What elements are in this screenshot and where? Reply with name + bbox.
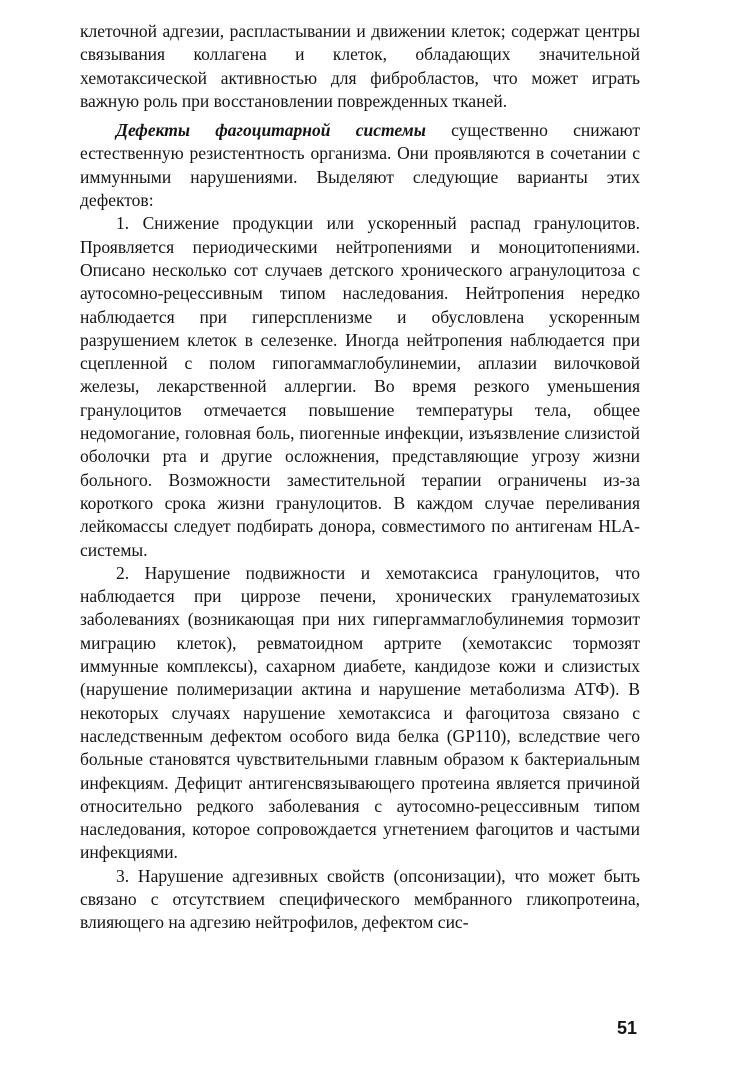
paragraph-text: 3. Нарушение адгезивных свойств (опсонизации), что может быть связано с отсутствием специфического мембранного гликопротеина, влияющего на адгезию нейтрофилов, дефектом сис- [80, 865, 640, 933]
paragraph-continuation [80, 20, 640, 113]
paragraph-text: 2. Нарушение подвижности и хемотаксиса гранулоцитов, что наблюдается при циррозе печени, хронических гранулематозиых заболеваниях (возникающая при них гипергаммаглобулинемия тормозит миграцию клеток), ревматоидном артрите (хемотаксис тормозят иммунные комплексы), сахарном диабете, кандидозе кожи и слизистых (нарушение полимеризации актина и нарушение метаболизма АТФ). В некоторых случаях нарушение хемотаксиса и фагоцитоза связано с наследственным дефектом особого вида белка (GP110), вследствие чего больные становятся чувствительными главным образом к бактериальным инфекциям. Дефицит антигенсвязывающего протеина является причиной относительно редкого заболевания с аутосомно-рецессивным типом наследования, которое сопровождается угнетением фагоцитов и частыми инфекциями. [80, 562, 640, 863]
paragraph-text: существенно снижают естественную резистентность организма. Они проявляются в сочетании с иммунными нарушениями. Выделяют следующие варианты этих дефектов: [80, 120, 640, 211]
list-item-3 [80, 865, 640, 935]
page-number: 51 [616, 1018, 637, 1038]
page-text-block [80, 20, 640, 935]
emphasized-term: Дефекты фагоцитарной системы [116, 120, 426, 141]
paragraph-phagocyte-defects [80, 119, 640, 212]
paragraph-text: 1. Снижение продукции или ускоренный распад гранулоцитов. Проявляется периодическими нейтропениями и моноцитопениями. Описано несколько сот случаев детского хронического агранулоцитоза с аутосомно-рецессивным типом наследования. Нейтропения нередко наблюдается при гиперспленизме и обусловлена ускоренным разрушением клеток в селезенке. Иногда нейтропения наблюдается при сцепленной с полом гипогаммаглобулинемии, аплазии вилочковой железы, лекарственной аллергии. Во время резкого уменьшения гранулоцитов отмечается повышение температуры тела, общее недомогание, головная боль, пиогенные инфекции, изъязвление слизистой оболочки рта и другие осложнения, представляющие угрозу жизни больного. Возможности заместительной терапии ограничены из-за короткого срока жизни гранулоцитов. В каждом случае переливания лейкомассы следует подбирать донора, совместимого по антигенам HLA-системы. [80, 213, 640, 560]
list-item-1 [80, 212, 640, 561]
list-item-2 [80, 562, 640, 865]
paragraph-text: клеточной адгезии, распластывании и движении клеток; содержат центры связывания коллагена и клеток, обладающих значительной хемотаксической активностью для фибробластов, что может играть важную роль при восстановлении поврежденных тканей. [80, 21, 640, 111]
